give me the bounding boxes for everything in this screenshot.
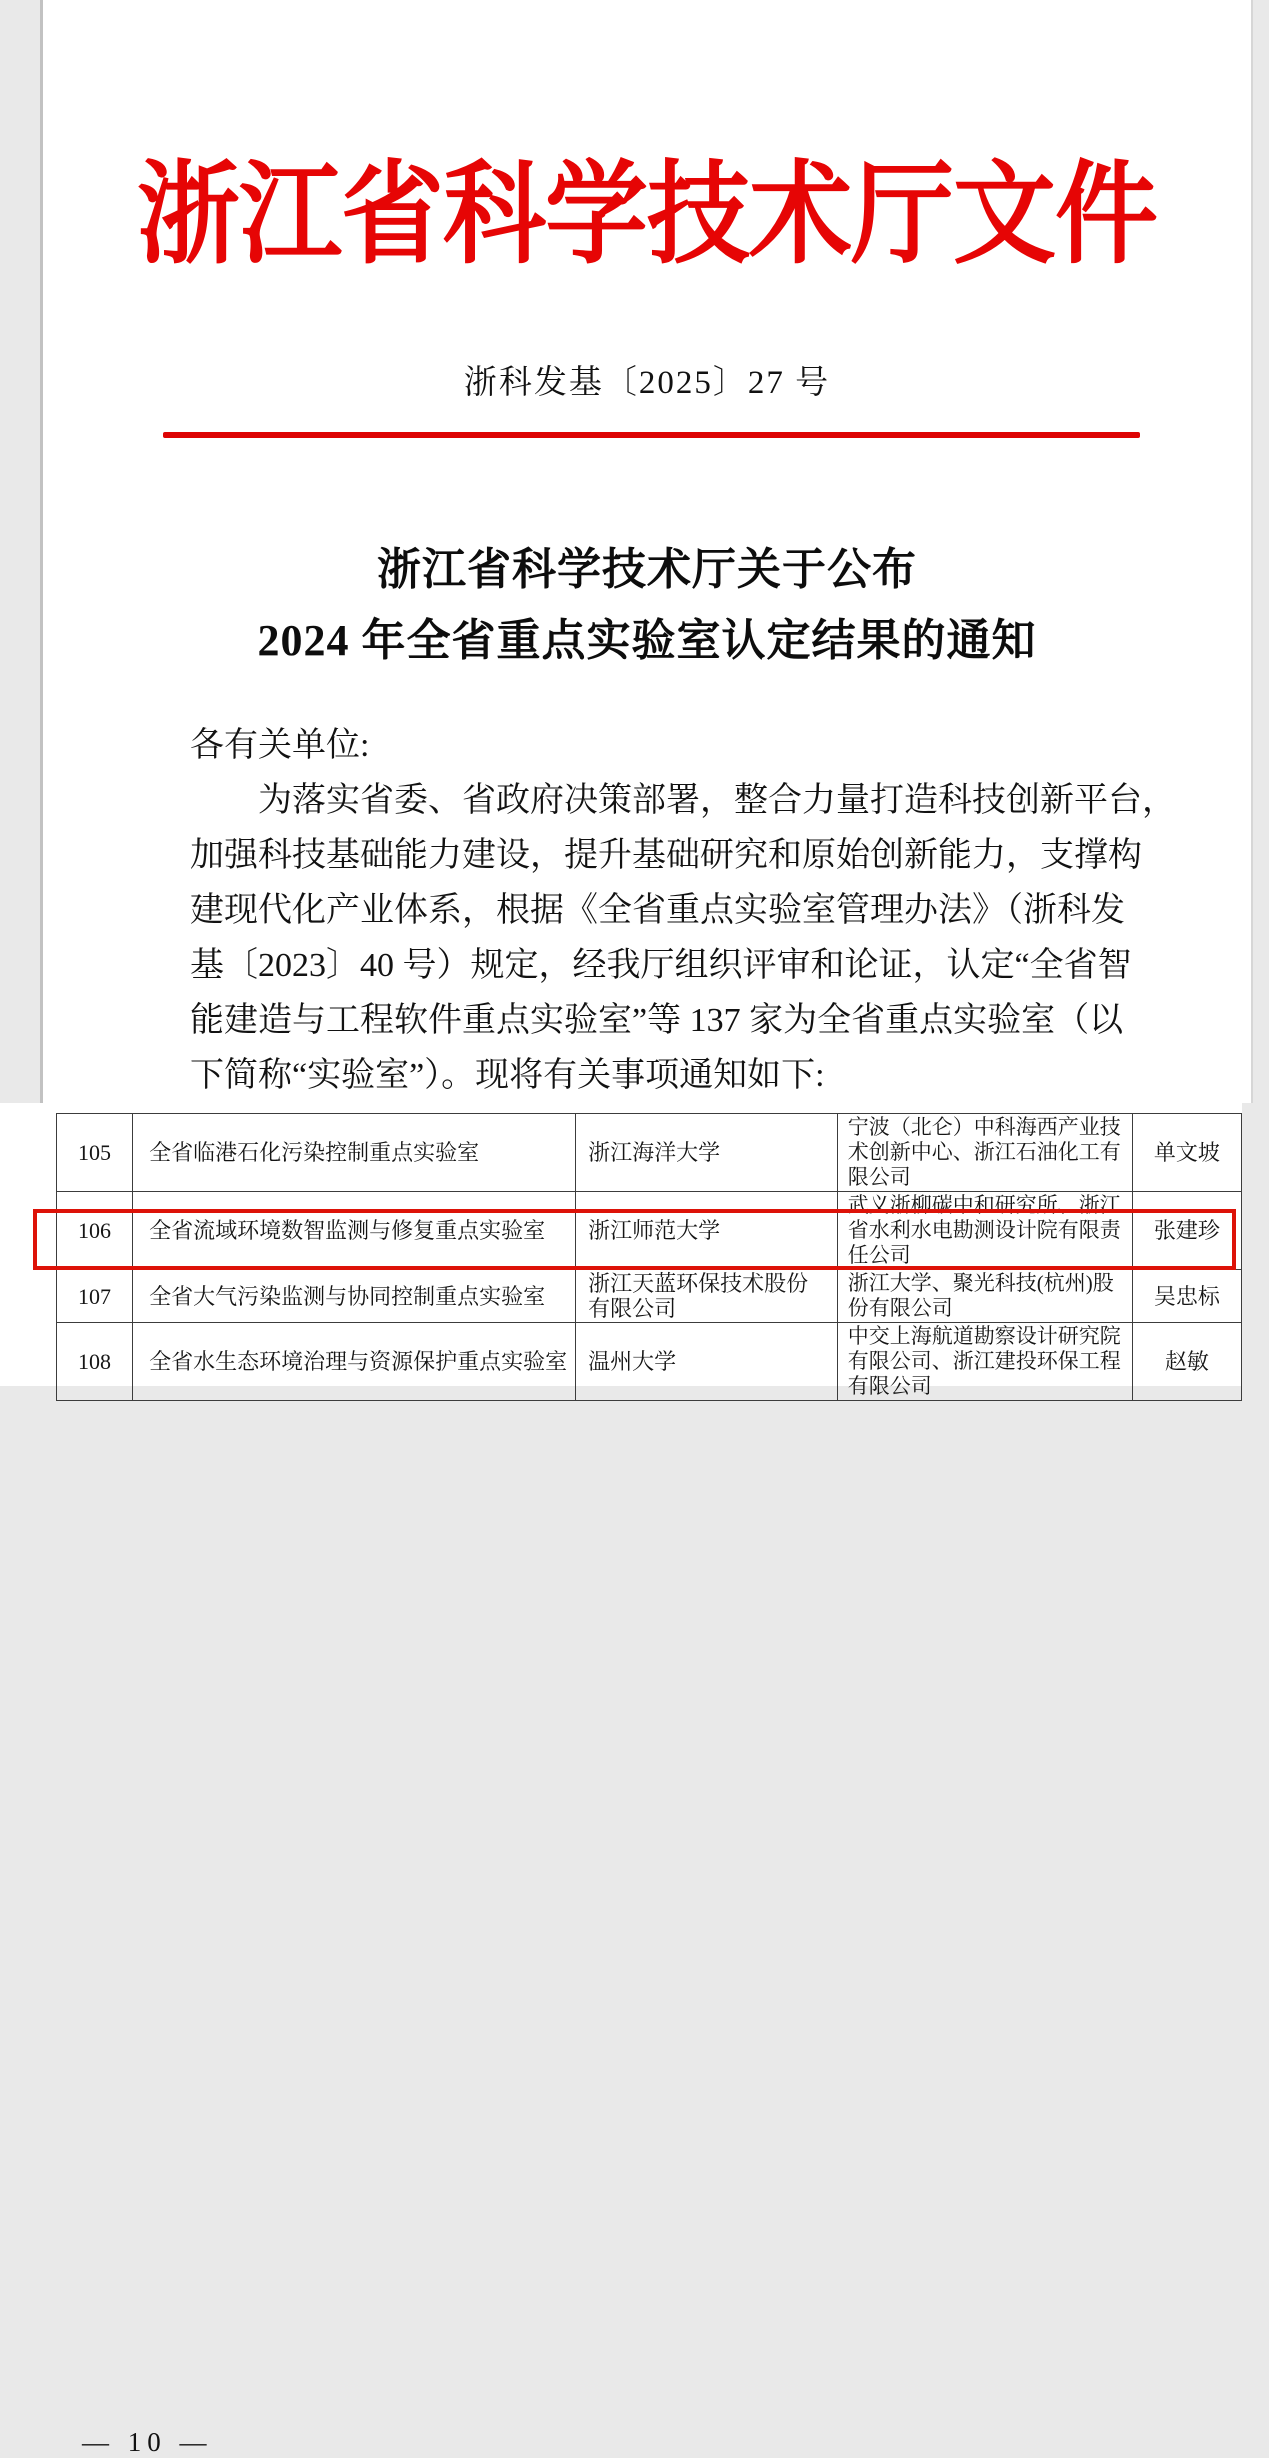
page-number: — 10 —	[82, 2427, 213, 2457]
institution-cell: 浙江天蓝环保技术股份有限公司	[576, 1270, 838, 1323]
institution-cell: 浙江师范大学	[576, 1192, 838, 1270]
director-cell: 吴忠标	[1132, 1270, 1241, 1323]
key-laboratory-table	[56, 1113, 1242, 1401]
row-number-cell: 108	[57, 1323, 133, 1401]
row-number-cell: 105	[57, 1114, 133, 1192]
body-line: 加强科技基础能力建设，提升基础研究和原始创新能力，支撑构	[190, 837, 1142, 874]
red-divider-rule	[163, 432, 1140, 438]
director-cell: 单文坡	[1132, 1114, 1241, 1192]
body-line: 基〔2023〕40 号）规定，经我厅组织评审和论证，认定“全省智	[190, 947, 1132, 984]
director-cell: 张建珍	[1132, 1192, 1241, 1270]
lab-name-cell: 全省临港石化污染控制重点实验室	[133, 1114, 576, 1192]
lab-table-page-section	[0, 1103, 1242, 2457]
document-number: 浙科发基〔2025〕27 号	[463, 365, 831, 401]
salutation: 各有关单位:	[190, 727, 370, 764]
notice-title-line1: 浙江省科学技术厅关于公布	[377, 545, 917, 594]
body-line: 为落实省委、省政府决策部署，整合力量打造科技创新平台，	[258, 782, 1176, 819]
partners-cell: 浙江大学、聚光科技(杭州)股份有限公司	[837, 1270, 1132, 1323]
partners-cell: 武义浙柳碳中和研究所、浙江省水利水电勘测设计院有限责任公司	[837, 1192, 1132, 1270]
lab-name-cell: 全省大气污染监测与协同控制重点实验室	[133, 1270, 576, 1323]
partners-cell: 中交上海航道勘察设计研究院有限公司、浙江建投环保工程有限公司	[837, 1323, 1132, 1401]
agency-header-title: 浙江省科学技术厅文件	[137, 154, 1157, 278]
body-line: 下简称“实验室”）。现将有关事项通知如下:	[190, 1057, 825, 1094]
institution-cell: 浙江海洋大学	[576, 1114, 838, 1192]
body-line: 建现代化产业体系，根据《全省重点实验室管理办法》（浙科发	[190, 892, 1125, 929]
document-page	[40, 0, 1253, 1103]
director-cell: 赵敏	[1132, 1323, 1241, 1401]
institution-cell: 温州大学	[576, 1323, 838, 1401]
lab-name-cell: 全省水生态环境治理与资源保护重点实验室	[133, 1323, 576, 1401]
lab-name-cell: 全省流域环境数智监测与修复重点实验室	[133, 1192, 576, 1270]
table-row-highlighted	[57, 1270, 1242, 1323]
document-body	[190, 718, 1176, 1103]
row-number-cell: 106	[57, 1192, 133, 1270]
table-row	[57, 1323, 1242, 1401]
table-row	[57, 1192, 1242, 1270]
notice-title-line2: 2024 年全省重点实验室认定结果的通知	[257, 616, 1037, 665]
partners-cell: 宁波（北仑）中科海西产业技术创新中心、浙江石油化工有限公司	[837, 1114, 1132, 1192]
row-number-cell: 107	[57, 1270, 133, 1323]
body-line: 能建造与工程软件重点实验室”等 137 家为全省重点实验室（以	[190, 1002, 1124, 1039]
table-row	[57, 1114, 1242, 1192]
